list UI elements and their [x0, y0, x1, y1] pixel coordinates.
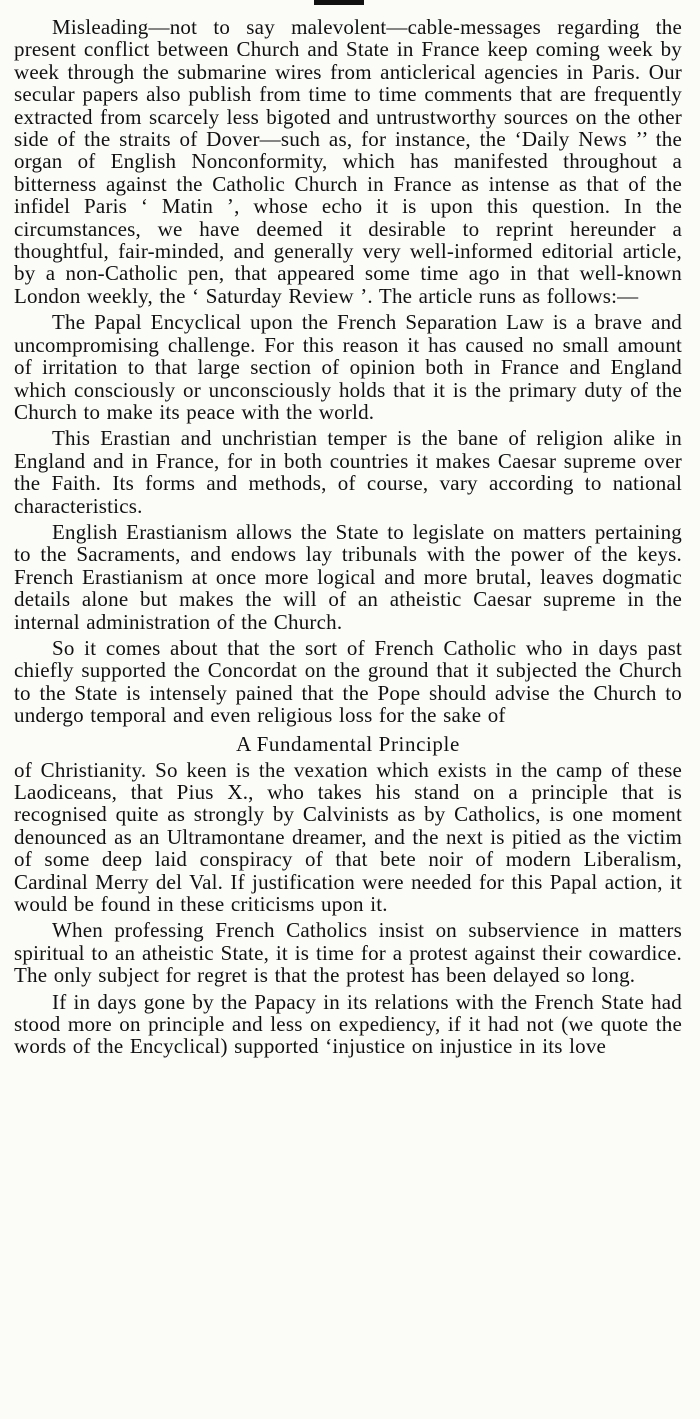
subheading: A Fundamental Principle	[236, 731, 460, 756]
article-paragraph: The Papal Encyclical upon the French Separation Law is a brave and uncompromising challenge. For this reason it has caused no small amount of irritation to that large section of opinion both in France and England which consciously or unconsciously holds that it is the primary duty of the Church to make its peace with the world.	[14, 310, 682, 424]
article-body	[14, 16, 682, 1058]
top-rule	[314, 0, 364, 5]
article-paragraph: of Christianity. So keen is the vexation which exists in the camp of these Laodiceans, that Pius X., who takes his stand on a principle that is recognised quite as strongly by Calvinists as by Catholics, is one moment denounced as an Ultramontane dreamer, and the next is pitied as the victim of some deep laid conspiracy of that bete noir of modern Liberalism, Cardinal Merry del Val. If justification were needed for this Papal action, it would be found in these criticisms upon it.	[14, 757, 682, 917]
article-paragraph: So it comes about that the sort of French Catholic who in days past chiefly supported the Concordat on the ground that it subjected the Church to the State is intensely pained that the Pope should advise the Church to undergo temporal and even religious loss for the sake of	[14, 635, 682, 728]
intro-paragraph: Misleading—not to say malevolent—cable-messages regarding the present conflict between Church and State in France keep coming week by week through the submarine wires from anticlerical agencies in Paris. Our secular papers also publish from time to time comments that are frequently extracted from scarcely less bigoted and untrustworthy sources on the other side of the straits of Dover—such as, for instance, the ‘Daily News ’’ the organ of English Nonconformity, which has manifested throughout a bitterness against the Catholic Church in France as intense as that of the infidel Paris ‘ Matin ’, whose echo it is upon this question. In the circumstances, we have deemed it desirable to reprint hereunder a thoughtful, fair-minded, and generally very well-informed editorial article, by a non-Catholic pen, that appeared some time ago in that well-known London weekly, the ‘ Saturday Review ’. The article runs as follows:—	[14, 15, 682, 308]
article-paragraph: When professing French Catholics insist on subservience in matters spiritual to an atheistic State, it is time for a protest against their cowardice. The only subject for regret is that the protest has been delayed so long.	[14, 918, 682, 988]
article-paragraph: If in days gone by the Papacy in its relations with the French State had stood more on principle and less on expediency, if it had not (we quote the words of the Encyclical) supported ‘injustice on injustice in its love	[14, 989, 682, 1059]
article-paragraph: English Erastianism allows the State to legislate on matters pertaining to the Sacraments, and endows lay tribunals with the power of the keys. French Erastianism at once more logical and more brutal, leaves dogmatic details alone but makes the will of an atheistic Caesar supreme in the internal administration of the Church.	[14, 519, 682, 634]
article-paragraph: This Erastian and unchristian temper is the bane of religion alike in England and in France, for in both countries it makes Caesar supreme over the Faith. Its forms and methods, of course, vary according to national characteristics.	[14, 426, 682, 518]
